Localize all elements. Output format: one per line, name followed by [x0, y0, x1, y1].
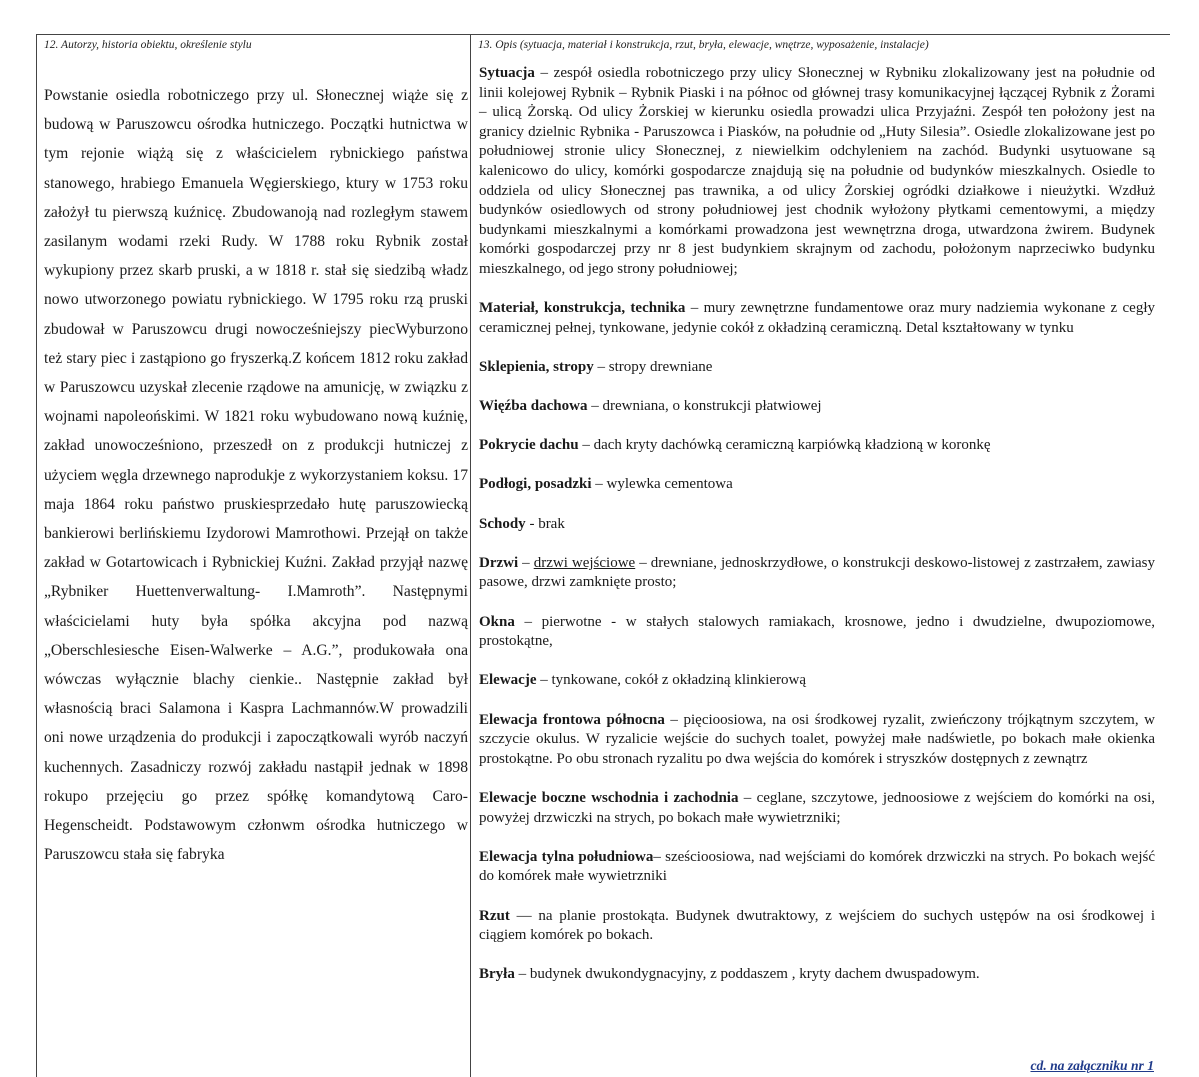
continuation-note: cd. na załączniku nr 1 [1030, 1058, 1154, 1073]
section-separator: – [534, 65, 554, 81]
section-text: zespół osiedla robotniczego przy ulicy Słonecznej w Rybniku zlokalizowany jest na południe od linii kolejowej Rybnik – Rybnik Piaski i na północ od głównej trasy komunikacyjnej łączącej Rybnik z Żorami – ulicą Żorską. Od ulicy Żorskiej w kierunku osiedla prowadzi ulica Przyjaźni. Zespół ten położony jest na granicy dzielnic Rybnika - Paruszowca i Piasków, na południe od „Huty Silesia”. Osiedle zlokalizowane jest po południowej stronie ulicy Słonecznej, z niewielkim odchyleniem na zachód. Budynki usytuowane są kalenicowo do ulicy, komórki gospodarcze znajdują się na południe od budynków mieszkalnych. Osiedle to oddziela od ulicy Słonecznej pas trawnika, a od ulicy Żorskiej ogródki działkowe i nieużytki. Wzdłuż budynków osiedlowych od strony południowej jest chodnik wyłożony płytkami cementowymi, a między budynkami mieszkalnymi a komórkami prowadzona jest wewnętrzna droga, utwardzona żwirem. Budynek komórki gospodarczej przy nr 8 jest budynkiem skrajnym od zachodu, położonym naprzeciwko budynku mieszkalnego, od jego strony południowej; [479, 65, 1156, 277]
section-podlogi [479, 475, 1155, 495]
section-label: Rzut [479, 907, 510, 924]
section-separator: – [518, 554, 534, 571]
section-elewacje [479, 671, 1155, 691]
section-label: Schody [479, 515, 526, 532]
section-text: drewniana, o konstrukcji płatwiowej [602, 398, 822, 415]
section-label: Podłogi, posadzki [479, 476, 592, 493]
section-separator: – [664, 711, 684, 728]
section-text: sześcioosiowa, nad wejściami do komórek drzwiczki na strych. Po bokach wejść do komórek małe wywietrzniki [479, 848, 1156, 885]
section-separator: – [578, 437, 594, 454]
section-separator: – [653, 848, 666, 865]
section-text: stropy drewniane [608, 358, 713, 375]
section-schody [479, 515, 1155, 535]
section-text: mury zewnętrzne fundamentowe oraz mury nadziemia wykonane z cegły ceramicznej pełnej, tynkowane, jedynie cokół z okładziną ceramiczną. Detal kształtowany w tynku [479, 300, 1155, 336]
section-sklepienia [479, 358, 1155, 378]
section-label: Więźba dachowa [479, 398, 588, 415]
section-wiezba [479, 397, 1155, 417]
section-drzwi [479, 554, 1155, 593]
section-label: Elewacja frontowa północna [479, 711, 665, 728]
section-text: wylewka cementowa [606, 476, 733, 493]
section-separator: - [525, 515, 539, 532]
section-label: Elewacja tylna południowa [479, 848, 654, 865]
section-text: na planie prostokąta. Budynek dwutraktowy, z wejściem do suchych ustępów na osi środkowej i ciągiem komórek po bokach. [479, 907, 1156, 944]
section-separator: – [591, 476, 607, 493]
description-column [479, 64, 1155, 985]
section-text: pięcioosiowa, na osi środkowej ryzalit, zwieńczony trójkątnym szczytem, w szczycie okulus. W ryzalicie wejście do suchych toalet, powyżej małe nadświetle, po bokach małe okienka prostokątne. Po obu stronach ryzalitu po dwa wejścia do komórek i stryszków dostępnych z zewnątrz [479, 711, 1155, 767]
section-separator: — [509, 907, 539, 924]
section-text: budynek dwukondygnacyjny, z poddaszem , kryty dachem dwuspadowym. [529, 966, 980, 983]
section-elewacja-frontowa [479, 711, 1155, 770]
section-separator: – [593, 358, 609, 375]
section-label: Okna [479, 613, 515, 630]
section-material [479, 299, 1155, 338]
section-label: Materiał, konstrukcja, technika [479, 300, 686, 317]
section-text: ceglane, szczytowe, jednoosiowe z wejściem do komórki na osi, powyżej drzwiczki na strych, po bokach małe wywietrzniki; [479, 789, 1155, 826]
section-text: – drewniane, jednoskrzydłowe, o konstrukcji deskowo-listowej z zastrzałem, zawiasy pasowe, drzwi zamknięte prosto; [479, 554, 1155, 591]
section-okna [479, 613, 1155, 652]
section-label: Pokrycie dachu [479, 437, 579, 454]
section-pokrycie [479, 436, 1155, 456]
section-underlined-term: drzwi wejściowe [533, 554, 636, 571]
section-bryla [479, 965, 1155, 985]
section-text: dach kryty dachówką ceramiczną karpiówką kładzioną w koronkę [593, 437, 991, 454]
section-text: brak [538, 515, 565, 532]
section-separator: – [514, 966, 530, 983]
section-text: tynkowane, cokół z okładziną klinkierową [551, 672, 806, 689]
section-label: Bryła [479, 966, 515, 983]
section-separator: – [685, 300, 704, 317]
section-text: pierwotne - w stałych stalowych ramiakach, krosnowe, jedno i dwudzielne, dwupoziomowe, prostokątne, [479, 613, 1155, 650]
section-label: Elewacje boczne wschodnia i zachodnia [479, 789, 739, 806]
column-divider [470, 34, 471, 1077]
section-separator: – [738, 789, 757, 806]
section-label: Elewacje [479, 672, 537, 689]
history-text: Powstanie osiedla robotniczego przy ul. Słonecznej wiąże się z budową w Paruszowcu ośrodka hutniczego. Początki hutnictwa w tym rejonie wiążą się z właścicielem rybnickiego państwa stanowego, hrabiego Emanuela Węgierskiego, ktury w 1753 roku założył tu pierwszą kuźnicę. Zbudowanoją nad rozległym stawem zasilanym wodami rzeki Rudy. W 1788 roku Rybnik został wykupiony przez skarb pruski, a w 1818 r. stał się siedzibą władz nowo utworzonego powiatu rybnickiego. W 1795 roku rzą pruski zbudował w Paruszowcu drugi nowocześniejszy piecWyburzono też stary piec i zastąpiono go fryszerką.Z końcem 1812 roku zakład w Paruszowcu uzyskał zlecenie rządowe na amunicję, w związku z wojnami napoleońskimi. W 1821 roku wybudowano nową kuźnię, zakład unowocześniono, przeszedł on z produkcji hutniczej z użyciem węgla drzewnego naprodukje z wykorzystaniem koksu. 17 maja 1864 roku państwo pruskiesprzedało hutę paruszowiecką bankierowi berlińskiemu Izydorowi Mamrothowi. Przejął on także zakład w Gotartowicach i Rybnickiej Kuźni. Zakład przyjął nazwę „Rybniker Huettenverwaltung- I.Mamroth”. Następnymi właścicielami huty była spółka akcyjna pod nazwą „Oberschlesiesche Eisen-Walwerke – A.G.”, produkowała ona wówczas wyłącznie blachy cienkie.. Następnie zakład był własnością braci Salamona i Kaspra Lachmannów.W prowadzili oni nowe urządzenia do produkcji i zapoczątkowali wyrób naczyń kuchennych. Zasadniczy rozwój zakładu nastąpił jednak w 1898 rokupo przejęciu go przez spółkę komandytową Caro-Hegenscheidt. Podstawowym członwm ośrodka hutniczego w Paruszowcu stała się fabryka [44, 87, 468, 864]
table-top-border [36, 34, 1170, 35]
section-label: Drzwi [479, 554, 519, 571]
section-elewacja-tylna [479, 848, 1155, 887]
section-label: Sklepienia, stropy [479, 358, 594, 375]
table-left-border [36, 34, 37, 1077]
section-sytuacja [479, 64, 1155, 280]
section-separator: – [514, 613, 542, 630]
section-separator: – [536, 672, 552, 689]
right-column-header: 13. Opis (sytuacja, materiał i konstrukcja, rzut, bryła, elewacje, wnętrze, wyposażenie, instalacje) [478, 39, 929, 51]
section-elewacje-boczne [479, 789, 1155, 828]
left-column-header: 12. Autorzy, historia obiektu, określenie stylu [44, 39, 252, 51]
section-rzut [479, 907, 1155, 946]
section-separator: – [587, 398, 603, 415]
section-label: Sytuacja [479, 65, 535, 81]
